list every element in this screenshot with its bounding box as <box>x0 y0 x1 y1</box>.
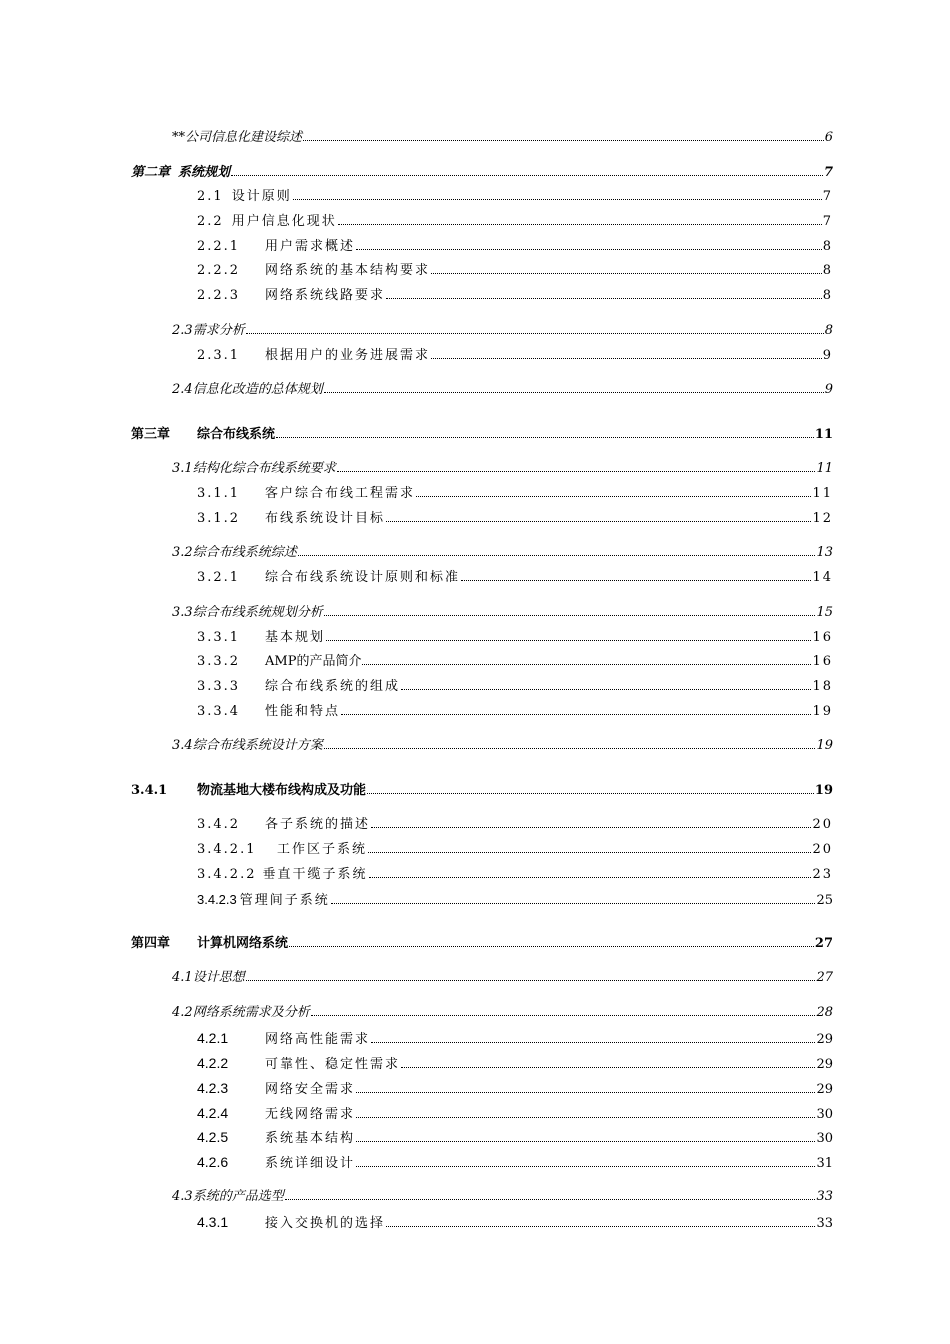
toc-entry[interactable] <box>197 1127 833 1149</box>
toc-entry-page: 8 <box>822 263 833 278</box>
toc-entry[interactable] <box>197 865 833 885</box>
toc-entry-title: 综合布线系统综述 <box>192 545 297 560</box>
dot-leader <box>246 332 824 334</box>
toc-entry-title: 综合布线系统的组成 <box>265 679 401 694</box>
dot-leader <box>371 1041 815 1043</box>
toc-entry-title: 可靠性、稳定性需求 <box>265 1057 401 1072</box>
dot-leader <box>431 357 822 359</box>
toc-entry-title: 网络系统的基本结构要求 <box>265 263 431 278</box>
toc-entry-number: 3.4.1 <box>131 783 168 798</box>
dot-leader <box>341 713 811 715</box>
toc-entry-number: 3.4.2.3 <box>197 892 237 907</box>
dot-leader <box>356 1091 815 1093</box>
toc-entry-number: 4.2.1 <box>197 1030 229 1046</box>
toc-entry-title: AMP的产品简介 <box>265 654 362 669</box>
toc-entry[interactable] <box>172 1187 833 1207</box>
toc-entry[interactable] <box>197 1078 833 1100</box>
toc-entry-title: 物流基地大楼布线构成及功能 <box>197 783 367 798</box>
toc-entry-page: 19 <box>814 783 833 798</box>
dot-leader <box>338 223 822 225</box>
toc-entry[interactable] <box>197 840 833 860</box>
toc-entry-page: 11 <box>814 427 833 442</box>
toc-entry-title: 系统规划 <box>178 165 231 180</box>
toc-entry-page: 29 <box>816 1057 833 1072</box>
toc-entry[interactable] <box>172 736 833 756</box>
toc-entry-number: 2.3.1 <box>197 348 241 363</box>
toc-entry[interactable] <box>197 1103 833 1125</box>
toc-entry-title: 垂直干缆子系统 <box>262 867 368 882</box>
toc-entry[interactable] <box>172 603 833 623</box>
toc-entry-page: 8 <box>822 288 833 303</box>
toc-entry-title: 综合布线系统设计方案 <box>192 738 323 753</box>
dot-leader <box>311 1014 816 1016</box>
toc-entry[interactable] <box>197 702 833 722</box>
dot-leader <box>231 174 823 176</box>
toc-entry-page: 9 <box>822 348 833 363</box>
toc-entry-number: 3.3.1 <box>197 630 241 645</box>
toc-entry-page: 11 <box>816 461 833 476</box>
toc-entry[interactable] <box>197 1152 833 1174</box>
toc-entry[interactable] <box>197 628 833 648</box>
dot-leader <box>324 391 824 393</box>
toc-entry-page: 14 <box>812 570 833 585</box>
toc-entry-number: 3.1 <box>172 461 193 476</box>
toc-entry-number: 4.1 <box>172 970 193 985</box>
toc-entry-number: 3.4.2.1 <box>197 842 257 857</box>
toc-entry-title: 基本规划 <box>265 630 326 645</box>
toc-entry-title: 综合布线系统设计原则和标准 <box>265 570 461 585</box>
dot-leader <box>368 851 811 853</box>
toc-entry-number: 3.4.2 <box>197 817 241 832</box>
toc-entry[interactable] <box>172 1003 833 1023</box>
dot-leader <box>324 614 816 616</box>
dot-leader <box>386 1225 815 1227</box>
toc-entry[interactable] <box>197 286 833 306</box>
dot-leader <box>386 520 811 522</box>
toc-entry-number: 3.2 <box>172 545 193 560</box>
toc-entry-number: ** <box>172 130 185 145</box>
toc-entry-page: 30 <box>816 1107 833 1122</box>
toc-entry[interactable] <box>197 652 833 672</box>
toc-entry-number: 2.2.3 <box>197 288 241 303</box>
toc-entry-page: 19 <box>812 704 833 719</box>
toc-entry-number: 3.3.3 <box>197 679 241 694</box>
toc-entry-number: 3.1.2 <box>197 511 241 526</box>
toc-entry-chapter[interactable] <box>131 934 833 954</box>
toc-entry[interactable] <box>131 781 833 801</box>
toc-entry-title: 系统的产品选型 <box>192 1189 284 1204</box>
toc-entry[interactable] <box>197 815 833 835</box>
toc-entry[interactable] <box>197 1212 833 1234</box>
toc-entry-number: 4.3 <box>172 1189 193 1204</box>
dot-leader <box>246 979 816 981</box>
toc-entry-number: 3.1.1 <box>197 486 241 501</box>
toc-entry[interactable] <box>172 380 833 400</box>
toc-entry-title: 综合布线系统规划分析 <box>192 605 323 620</box>
toc-entry-title: 计算机网络系统 <box>197 936 289 951</box>
toc-entry-page: 13 <box>816 545 833 560</box>
toc-entry[interactable] <box>197 237 833 257</box>
dot-leader <box>337 470 816 472</box>
toc-entry-chapter[interactable] <box>131 163 833 183</box>
toc-entry[interactable] <box>197 677 833 697</box>
dot-leader <box>431 272 822 274</box>
toc-entry-number: 4.2.2 <box>197 1055 229 1071</box>
dot-leader <box>356 1116 815 1118</box>
toc-entry[interactable] <box>197 261 833 281</box>
toc-entry-page: 8 <box>822 239 833 254</box>
toc-entry-page: 20 <box>812 842 833 857</box>
toc-entry[interactable] <box>197 484 833 504</box>
toc-entry-number: 3.4 <box>172 738 193 753</box>
toc-entry-title: 用户信息化现状 <box>231 214 337 229</box>
toc-entry-page: 7 <box>823 165 833 180</box>
toc-entry-title: 系统基本结构 <box>265 1131 356 1146</box>
dot-leader <box>461 579 811 581</box>
dot-leader <box>285 1198 816 1200</box>
toc-entry-title: 网络系统线路要求 <box>265 288 386 303</box>
toc-entry[interactable] <box>172 459 833 479</box>
dot-leader <box>401 688 811 690</box>
toc-entry-number: 4.3.1 <box>197 1214 229 1230</box>
toc-entry-number: 3.4.2.2 <box>197 867 257 882</box>
toc-entry[interactable] <box>197 509 833 529</box>
dot-leader <box>289 945 814 947</box>
toc-entry[interactable] <box>197 1053 833 1075</box>
toc-entry-title: 设计原则 <box>231 189 292 204</box>
toc-entry-number: 2.2.2 <box>197 263 241 278</box>
toc-entry-title: 布线系统设计目标 <box>265 511 386 526</box>
toc-entry-number: 3.3 <box>172 605 193 620</box>
toc-entry-page: 16 <box>812 654 833 669</box>
toc-entry-title: 系统详细设计 <box>265 1156 356 1171</box>
toc-entry[interactable] <box>197 890 833 911</box>
toc-entry-page: 9 <box>824 382 833 397</box>
dot-leader <box>356 1140 815 1142</box>
toc-entry-number: 3.3.2 <box>197 654 241 669</box>
dot-leader <box>367 792 814 794</box>
toc-entry-title: 设计思想 <box>192 970 245 985</box>
toc-entry-page: 33 <box>816 1216 833 1231</box>
toc-entry-page: 31 <box>816 1156 833 1171</box>
toc-entry-title: 结构化综合布线系统要求 <box>192 461 336 476</box>
toc-entry[interactable] <box>197 1028 833 1050</box>
toc-entry-page: 27 <box>816 970 833 985</box>
toc-entry-title: 工作区子系统 <box>277 842 368 857</box>
toc-entry-page: 20 <box>812 817 833 832</box>
toc-entry-chapter[interactable] <box>131 425 833 445</box>
dot-leader <box>276 436 814 438</box>
toc-entry[interactable] <box>172 968 833 988</box>
toc-entry-title: 综合布线系统 <box>197 427 276 442</box>
toc-entry-number: 4.2 <box>172 1005 193 1020</box>
toc-entry-number: 2.4 <box>172 382 193 397</box>
toc-entry-page: 7 <box>822 189 833 204</box>
toc-entry-number: 3.2.1 <box>197 570 241 585</box>
dot-leader <box>356 248 822 250</box>
dot-leader <box>401 1066 815 1068</box>
dot-leader <box>298 554 816 556</box>
toc-entry-page: 28 <box>816 1005 833 1020</box>
toc-entry-page: 6 <box>824 130 833 145</box>
toc-entry-number: 4.2.6 <box>197 1154 229 1170</box>
toc-entry-page: 11 <box>812 486 833 501</box>
toc-entry[interactable] <box>197 187 833 207</box>
dot-leader <box>326 639 811 641</box>
toc-entry-title: 网络高性能需求 <box>265 1032 371 1047</box>
dot-leader <box>416 495 811 497</box>
toc-entry-title: 根据用户的业务进展需求 <box>265 348 431 363</box>
toc-entry-number: 3.3.4 <box>197 704 241 719</box>
toc-entry-number: 第三章 <box>131 427 171 442</box>
toc-entry-title: 用户需求概述 <box>265 239 356 254</box>
toc-entry-number: 2.2 <box>197 214 224 229</box>
toc-entry-title: 需求分析 <box>192 323 245 338</box>
toc-entry-number: 第四章 <box>131 936 171 951</box>
toc-entry-number: 2.1 <box>197 189 224 204</box>
toc-entry[interactable] <box>172 543 833 563</box>
toc-entry[interactable] <box>172 321 833 341</box>
toc-entry-page: 19 <box>816 738 833 753</box>
toc-entry-title: 网络安全需求 <box>265 1082 356 1097</box>
toc-entry[interactable] <box>172 128 833 148</box>
toc-entry-page: 16 <box>812 630 833 645</box>
toc-entry-title: 无线网络需求 <box>265 1107 356 1122</box>
toc-entry-page: 29 <box>816 1082 833 1097</box>
toc-entry-page: 12 <box>812 511 833 526</box>
toc-entry-number: 2.2.1 <box>197 239 241 254</box>
toc-entry-number: 4.2.5 <box>197 1129 229 1145</box>
dot-leader <box>331 902 816 904</box>
toc-entry[interactable] <box>197 568 833 588</box>
dot-leader <box>371 826 811 828</box>
dot-leader <box>369 876 812 878</box>
toc-entry-title: 接入交换机的选择 <box>265 1216 386 1231</box>
dot-leader <box>293 198 822 200</box>
toc-entry-title: 各子系统的描述 <box>265 817 371 832</box>
toc-entry-page: 8 <box>824 323 833 338</box>
toc-entry-title: 信息化改造的总体规划 <box>192 382 323 397</box>
dot-leader <box>356 1165 815 1167</box>
toc-entry-title: 客户综合布线工程需求 <box>265 486 416 501</box>
dot-leader <box>362 663 811 665</box>
toc-entry-title: 公司信息化建设综述 <box>185 130 303 145</box>
dot-leader <box>303 139 824 141</box>
toc-entry-page: 15 <box>816 605 833 620</box>
toc-entry-number: 2.3 <box>172 323 193 338</box>
toc-entry[interactable] <box>197 212 833 232</box>
toc-entry-page: 30 <box>816 1131 833 1146</box>
toc-entry-page: 18 <box>812 679 833 694</box>
toc-entry-number: 4.2.4 <box>197 1105 229 1121</box>
toc-entry[interactable] <box>197 346 833 366</box>
toc-entry-page: 23 <box>812 867 833 882</box>
toc-entry-page: 29 <box>816 1032 833 1047</box>
toc-entry-page: 33 <box>816 1189 833 1204</box>
toc-entry-title: 性能和特点 <box>265 704 341 719</box>
dot-leader <box>324 747 816 749</box>
toc-entry-number: 第二章 <box>131 165 171 180</box>
toc-entry-page: 7 <box>822 214 833 229</box>
toc-entry-number: 4.2.3 <box>197 1080 229 1096</box>
toc-entry-page: 25 <box>816 893 833 908</box>
toc-entry-title: 网络系统需求及分析 <box>192 1005 310 1020</box>
dot-leader <box>386 297 822 299</box>
toc-entry-page: 27 <box>814 936 833 951</box>
toc-entry-title: 管理间子系统 <box>239 893 330 908</box>
